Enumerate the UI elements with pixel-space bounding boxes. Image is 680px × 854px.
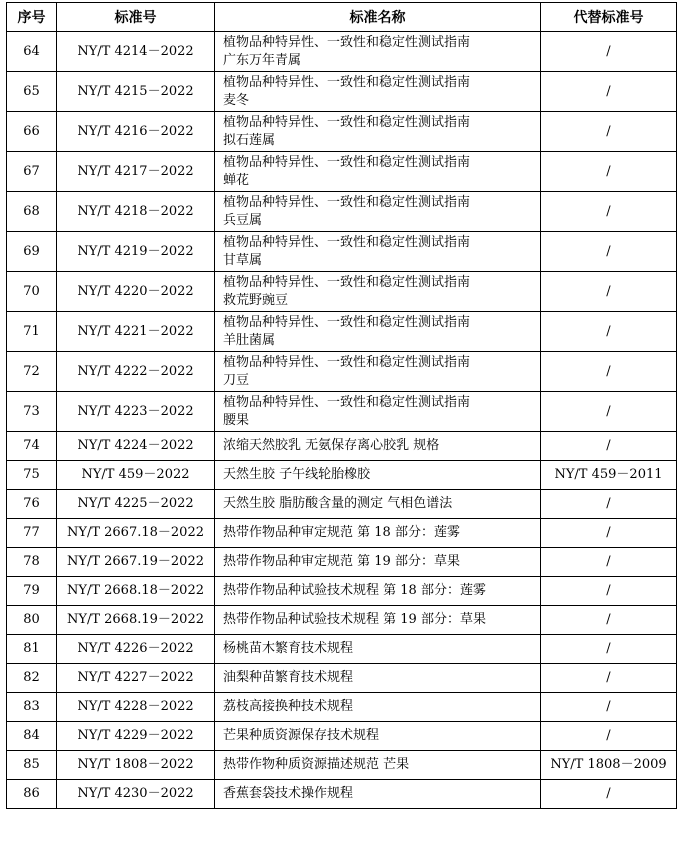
standard-number-cell: NY/T 4220－2022 — [57, 272, 215, 312]
standard-name-line: 香蕉套袋技术操作规程 — [223, 786, 354, 801]
replaced-standard-cell: / — [541, 192, 677, 232]
standard-name-cell — [215, 312, 541, 352]
standard-number-cell: NY/T 4214－2022 — [57, 32, 215, 72]
table-row — [7, 312, 677, 352]
standard-name-line: 蝉花 — [223, 172, 250, 188]
serial-number-cell: 70 — [7, 272, 57, 312]
replaced-standard-cell: / — [541, 606, 677, 635]
standard-name-line: 植物品种特异性、一致性和稳定性测试指南 — [223, 274, 471, 290]
table-row — [7, 664, 677, 693]
standard-name-cell — [215, 352, 541, 392]
table-row — [7, 751, 677, 780]
standard-name-line: 刀豆 — [223, 372, 250, 388]
table-row — [7, 432, 677, 461]
serial-number-cell: 85 — [7, 751, 57, 780]
replaced-standard-cell: / — [541, 232, 677, 272]
standard-name-line: 甘草属 — [223, 252, 263, 268]
table-row — [7, 548, 677, 577]
header-replaced-standard: 代替标准号 — [541, 3, 677, 32]
table-row — [7, 635, 677, 664]
standard-name-line: 植物品种特异性、一致性和稳定性测试指南 — [223, 194, 471, 210]
table-row — [7, 32, 677, 72]
standard-name-line: 拟石莲属 — [223, 132, 276, 148]
standard-name-cell — [215, 392, 541, 432]
standard-number-cell: NY/T 2667.19－2022 — [57, 548, 215, 577]
standard-number-cell: NY/T 2667.18－2022 — [57, 519, 215, 548]
serial-number-cell: 69 — [7, 232, 57, 272]
replaced-standard-cell: / — [541, 490, 677, 519]
standard-name-line: 救荒野豌豆 — [223, 292, 289, 308]
standard-name-line: 热带作物品种审定规范 第 19 部分：草果 — [223, 554, 460, 569]
standard-name-cell — [215, 32, 541, 72]
table-row — [7, 606, 677, 635]
replaced-standard-cell: / — [541, 635, 677, 664]
standard-name-line: 植物品种特异性、一致性和稳定性测试指南 — [223, 354, 471, 370]
standard-number-cell: NY/T 459－2022 — [57, 461, 215, 490]
standard-number-cell: NY/T 4226－2022 — [57, 635, 215, 664]
standard-name-line: 油梨种苗繁育技术规程 — [223, 670, 354, 685]
replaced-standard-cell: / — [541, 548, 677, 577]
serial-number-cell: 72 — [7, 352, 57, 392]
standard-number-cell: NY/T 1808－2022 — [57, 751, 215, 780]
standard-name-cell — [215, 548, 541, 577]
standard-number-cell: NY/T 4219－2022 — [57, 232, 215, 272]
standard-name-line: 植物品种特异性、一致性和稳定性测试指南 — [223, 154, 471, 170]
serial-number-cell: 67 — [7, 152, 57, 192]
table-header-row — [7, 3, 677, 32]
standard-name-line: 天然生胶 脂肪酸含量的测定 气相色谱法 — [223, 496, 453, 511]
standard-number-cell: NY/T 4225－2022 — [57, 490, 215, 519]
serial-number-cell: 76 — [7, 490, 57, 519]
serial-number-cell: 74 — [7, 432, 57, 461]
standard-number-cell: NY/T 4228－2022 — [57, 693, 215, 722]
standard-name-line: 植物品种特异性、一致性和稳定性测试指南 — [223, 114, 471, 130]
standard-name-cell — [215, 490, 541, 519]
standard-name-cell — [215, 577, 541, 606]
standard-name-line: 植物品种特异性、一致性和稳定性测试指南 — [223, 34, 471, 50]
standard-number-cell: NY/T 4223－2022 — [57, 392, 215, 432]
table-row — [7, 112, 677, 152]
standard-name-cell — [215, 519, 541, 548]
standards-table — [6, 2, 677, 809]
replaced-standard-cell: / — [541, 519, 677, 548]
standard-name-cell — [215, 693, 541, 722]
table-row — [7, 780, 677, 809]
replaced-standard-cell: / — [541, 722, 677, 751]
standard-name-line: 腰果 — [223, 412, 250, 428]
standard-number-cell: NY/T 4227－2022 — [57, 664, 215, 693]
table-row — [7, 490, 677, 519]
replaced-standard-cell: / — [541, 272, 677, 312]
standard-name-line: 天然生胶 子午线轮胎橡胶 — [223, 467, 371, 482]
table-row — [7, 461, 677, 490]
replaced-standard-cell: / — [541, 352, 677, 392]
replaced-standard-cell: / — [541, 32, 677, 72]
standard-name-cell — [215, 192, 541, 232]
serial-number-cell: 84 — [7, 722, 57, 751]
header-standard-name: 标准名称 — [215, 3, 541, 32]
serial-number-cell: 71 — [7, 312, 57, 352]
table-row — [7, 72, 677, 112]
standard-name-cell — [215, 664, 541, 693]
standard-name-cell — [215, 606, 541, 635]
standard-number-cell: NY/T 4218－2022 — [57, 192, 215, 232]
standard-number-cell: NY/T 4229－2022 — [57, 722, 215, 751]
table-row — [7, 392, 677, 432]
standard-name-cell — [215, 461, 541, 490]
table-row — [7, 232, 677, 272]
standard-name-line: 杨桃苗木繁育技术规程 — [223, 641, 354, 656]
replaced-standard-cell: / — [541, 112, 677, 152]
table-row — [7, 152, 677, 192]
header-standard-number: 标准号 — [57, 3, 215, 32]
replaced-standard-cell: NY/T 459－2011 — [541, 461, 677, 490]
standard-name-line: 羊肚菌属 — [223, 332, 276, 348]
serial-number-cell: 64 — [7, 32, 57, 72]
standard-name-line: 兵豆属 — [223, 212, 263, 228]
standard-name-cell — [215, 232, 541, 272]
standard-number-cell: NY/T 2668.19－2022 — [57, 606, 215, 635]
standard-number-cell: NY/T 4221－2022 — [57, 312, 215, 352]
serial-number-cell: 82 — [7, 664, 57, 693]
serial-number-cell: 66 — [7, 112, 57, 152]
table-row — [7, 693, 677, 722]
standard-name-line: 荔枝高接换种技术规程 — [223, 699, 354, 714]
standard-number-cell: NY/T 4224－2022 — [57, 432, 215, 461]
standard-name-line: 热带作物品种试验技术规程 第 19 部分：草果 — [223, 612, 486, 627]
serial-number-cell: 79 — [7, 577, 57, 606]
table-body — [7, 32, 677, 809]
standard-name-cell — [215, 432, 541, 461]
serial-number-cell: 73 — [7, 392, 57, 432]
standard-number-cell: NY/T 4215－2022 — [57, 72, 215, 112]
standard-number-cell: NY/T 4216－2022 — [57, 112, 215, 152]
standard-name-line: 广东万年青属 — [223, 52, 302, 68]
standard-number-cell: NY/T 2668.18－2022 — [57, 577, 215, 606]
standard-name-line: 芒果种质资源保存技术规程 — [223, 728, 380, 743]
standard-name-line: 植物品种特异性、一致性和稳定性测试指南 — [223, 74, 471, 90]
replaced-standard-cell: / — [541, 392, 677, 432]
standard-name-cell — [215, 152, 541, 192]
standard-number-cell: NY/T 4217－2022 — [57, 152, 215, 192]
standard-name-line: 热带作物种质资源描述规范 芒果 — [223, 757, 410, 772]
standard-name-cell — [215, 112, 541, 152]
replaced-standard-cell: NY/T 1808－2009 — [541, 751, 677, 780]
standard-name-cell — [215, 635, 541, 664]
replaced-standard-cell: / — [541, 72, 677, 112]
replaced-standard-cell: / — [541, 693, 677, 722]
table-row — [7, 577, 677, 606]
serial-number-cell: 83 — [7, 693, 57, 722]
standard-name-line: 植物品种特异性、一致性和稳定性测试指南 — [223, 394, 471, 410]
serial-number-cell: 80 — [7, 606, 57, 635]
standard-number-cell: NY/T 4222－2022 — [57, 352, 215, 392]
serial-number-cell: 65 — [7, 72, 57, 112]
standard-name-cell — [215, 272, 541, 312]
replaced-standard-cell: / — [541, 152, 677, 192]
standard-name-line: 热带作物品种审定规范 第 18 部分：莲雾 — [223, 525, 460, 540]
serial-number-cell: 81 — [7, 635, 57, 664]
standard-name-cell — [215, 780, 541, 809]
table-row — [7, 519, 677, 548]
serial-number-cell: 78 — [7, 548, 57, 577]
serial-number-cell: 75 — [7, 461, 57, 490]
header-serial-number: 序号 — [7, 3, 57, 32]
serial-number-cell: 86 — [7, 780, 57, 809]
standard-name-line: 热带作物品种试验技术规程 第 18 部分：莲雾 — [223, 583, 486, 598]
standard-number-cell: NY/T 4230－2022 — [57, 780, 215, 809]
replaced-standard-cell: / — [541, 577, 677, 606]
table-row — [7, 192, 677, 232]
standard-name-line: 浓缩天然胶乳 无氨保存离心胶乳 规格 — [223, 438, 440, 453]
table-row — [7, 272, 677, 312]
standard-name-line: 植物品种特异性、一致性和稳定性测试指南 — [223, 234, 471, 250]
replaced-standard-cell: / — [541, 312, 677, 352]
replaced-standard-cell: / — [541, 664, 677, 693]
serial-number-cell: 68 — [7, 192, 57, 232]
replaced-standard-cell: / — [541, 780, 677, 809]
standard-name-cell — [215, 722, 541, 751]
replaced-standard-cell: / — [541, 432, 677, 461]
table-row — [7, 722, 677, 751]
table-row — [7, 352, 677, 392]
standard-name-cell — [215, 751, 541, 780]
serial-number-cell: 77 — [7, 519, 57, 548]
standard-name-line: 麦冬 — [223, 92, 250, 108]
standard-name-cell — [215, 72, 541, 112]
standard-name-line: 植物品种特异性、一致性和稳定性测试指南 — [223, 314, 471, 330]
